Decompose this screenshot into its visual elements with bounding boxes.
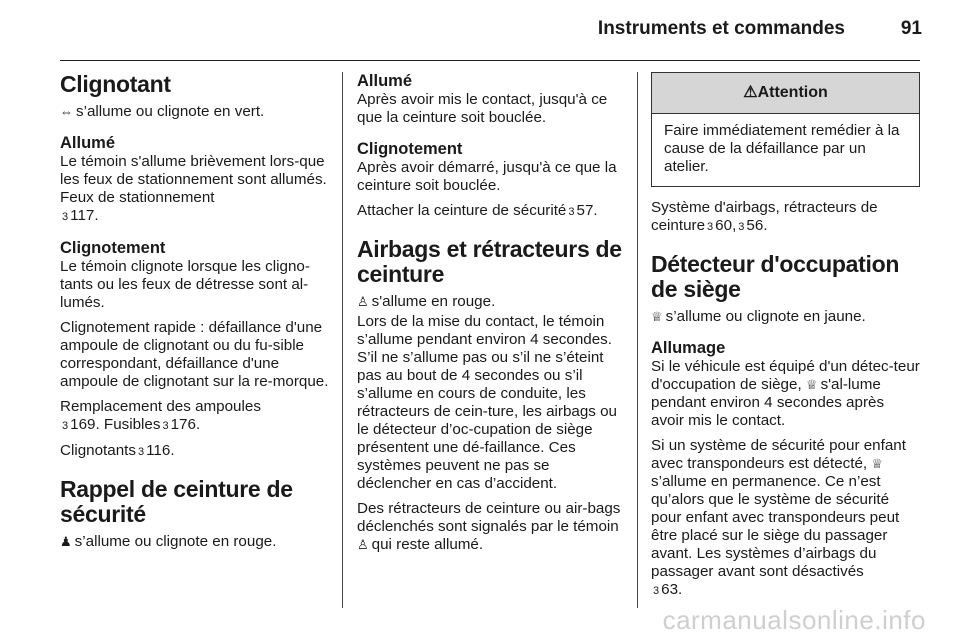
heading-allumage: Allumage	[651, 339, 726, 357]
page-ref[interactable]: 169.	[70, 416, 100, 433]
page-ref[interactable]: 176.	[170, 416, 201, 433]
section-title-airbags: Airbags et rétracteurs de ceinture	[357, 236, 622, 287]
airbag-icon: ♙	[357, 294, 369, 309]
seat-occupancy-icon: ♕	[651, 309, 663, 324]
rapide-paragraph: Clignotement rapide : défaillance d'une ampoule de clignotant ou du fu-sible correspondant, défaillance d'une ampoule de clignotant sur la re-morque.	[60, 319, 329, 390]
warning-icon: ⚠	[743, 84, 758, 101]
heading-clignotement: Clignotement	[60, 239, 166, 257]
fusibles-label: Fusibles	[103, 416, 161, 433]
heading-allume: Allumé	[357, 72, 413, 90]
clignotants-label: Clignotants	[60, 442, 136, 459]
page-ref-icon: 3	[62, 211, 69, 223]
rappel-intro-text: s’allume ou clignote en rouge.	[74, 533, 277, 550]
clignotant-intro	[60, 103, 330, 121]
column-2	[357, 72, 623, 554]
heading-allume: Allumé	[60, 134, 116, 152]
section-title-rappel: Rappel de ceinture de sécurité	[60, 476, 293, 527]
page-ref[interactable]: 117.	[70, 207, 99, 224]
seatbelt-icon: ♟	[60, 534, 72, 549]
rappel-intro	[60, 533, 330, 551]
attacher-text: Attacher la ceinture de sécurité	[357, 202, 567, 219]
turn-signal-icon: ⇔	[60, 104, 73, 119]
seat-occupancy-icon: ♕	[805, 377, 818, 392]
allume-paragraph: Après avoir mis le contact, jusqu'à ce que la ceinture soit bouclée.	[357, 91, 608, 126]
column-1	[60, 72, 330, 551]
clignotement-paragraph: Après avoir démarré, jusqu'à ce que la ceinture soit bouclée.	[357, 159, 617, 194]
retracteurs-paragraph	[357, 500, 623, 554]
remplacement-paragraph	[60, 398, 330, 435]
allume-text: Le témoin s'allume brièvement lors-que les feux de stationnement sont allumés. Feux de stationnement	[60, 153, 327, 206]
airbags-intro-text: s'allume en rouge.	[371, 293, 496, 310]
page-ref-icon: 3	[738, 221, 745, 233]
enfant-paragraph	[651, 437, 920, 600]
column-divider	[637, 72, 638, 608]
page-ref-icon: 3	[137, 446, 145, 458]
running-title: Instruments et commandes	[597, 18, 845, 39]
section-title-clignotant: Clignotant	[60, 71, 171, 97]
column-3	[651, 72, 920, 600]
page-ref[interactable]: 57.	[576, 202, 598, 219]
section-title-detecteur: Détecteur d'occupation de siège	[651, 251, 900, 302]
page-ref-icon: 3	[707, 221, 714, 233]
allumage-text-end: s'al-lume pendant environ 4 secondes après avoir mis le contact.	[651, 376, 885, 429]
page-ref[interactable]: 56.	[746, 217, 768, 234]
retracteurs-text: Des rétracteurs de ceinture ou air-bags déclenchés sont signalés par le témoin	[357, 500, 621, 535]
warning-text: Faire immédiatement remédier à la cause de la défaillance par un atelier.	[664, 122, 900, 175]
retracteurs-text-end: qui reste allumé.	[371, 536, 484, 553]
header-rule	[60, 60, 920, 61]
airbags-intro	[357, 293, 623, 311]
page-ref[interactable]: 116.	[146, 442, 175, 459]
column-divider	[342, 72, 343, 608]
airbag-icon: ♙	[357, 537, 369, 552]
page-ref[interactable]: 60,	[715, 217, 737, 234]
warning-title: Attention	[757, 84, 828, 101]
enfant-text: Si un système de sécurité pour enfant avec transpondeurs est détecté,	[651, 437, 906, 472]
clignotant-intro-text: s’allume ou clignote en vert.	[76, 103, 265, 120]
page-ref-icon: 3	[568, 206, 575, 218]
systeme-paragraph	[651, 199, 920, 236]
detecteur-intro	[651, 308, 920, 326]
airbags-paragraph: Lors de la mise du contact, le témoin s’allume pendant environ 4 secondes. S’il ne s’allume pas ou s’il ne s’éteint pas au bout de 4 secondes ou s’il s’allume en cours de conduite, les rétracteurs de cein-ture, les airbags ou le détecteur d’oc-cupation de siège présentent une dé-faillance. Ces systèmes peuvent ne pas se déclencher en cas d’accident.	[357, 313, 618, 492]
page-ref-icon: 3	[62, 420, 69, 432]
page-ref[interactable]: 63.	[661, 581, 683, 598]
detecteur-intro-text: s’allume ou clignote en jaune.	[665, 308, 866, 325]
page-ref-icon: 3	[653, 585, 660, 597]
allumage-text: Si le véhicule est équipé d'un détec-teur d'occupation de siège,	[651, 358, 920, 393]
page-header	[0, 0, 960, 62]
warning-header	[652, 73, 919, 114]
clignotants-paragraph	[60, 442, 330, 461]
allumage-paragraph	[651, 358, 920, 430]
enfant-text-end: s’allume en permanence. Ce n’est qu’alors que le système de sécurité pour enfant avec transpondeurs peut être placé sur le siège du passager avant. Les systèmes d’airbags du passager avant sont désactivés	[651, 473, 900, 580]
systeme-text: Système d'airbags, rétracteurs de ceinture	[651, 199, 878, 234]
watermark: carmanualsonline.info	[662, 605, 926, 635]
heading-clignotement: Clignotement	[357, 140, 463, 158]
remplacement-text: Remplacement des ampoules	[60, 398, 261, 415]
clignotement-paragraph: Le témoin clignote lorsque les cligno-tants ou les feux de détresse sont al-lumés.	[60, 258, 310, 311]
seat-occupancy-icon: ♕	[871, 456, 884, 471]
page-number: 91	[900, 18, 922, 39]
allume-paragraph	[60, 153, 330, 226]
attacher-paragraph	[357, 202, 623, 221]
warning-box	[651, 72, 920, 187]
page-ref-icon: 3	[162, 420, 169, 432]
